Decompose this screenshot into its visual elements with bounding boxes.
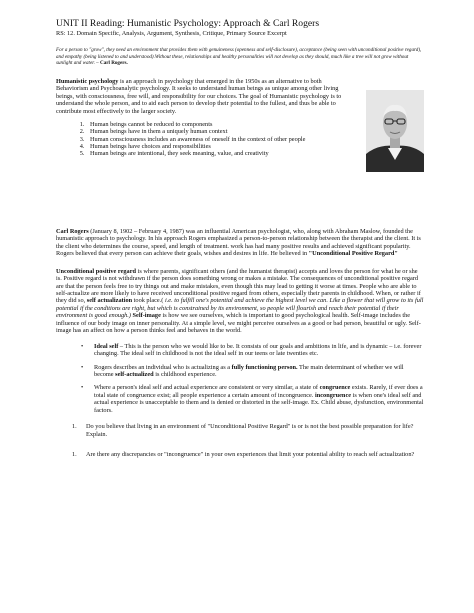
bullet-ideal-self [81, 342, 424, 358]
principle-item: 3. Human consciousness includes an awareness of oneself in the context of other people [86, 136, 356, 143]
question-item [72, 451, 424, 459]
bullet-icon: • [81, 363, 84, 371]
intro-section [56, 78, 424, 208]
ff-text-a: Rogers describes an individual who is actualizing as a [94, 363, 232, 371]
self-actualized-term: self-actualized [115, 371, 154, 379]
principle-item: 4. Human beings have choices and responsibilities [86, 143, 356, 150]
question-text: Do you believe that living in an environment of "Unconditional Positive Regard" is or is not the best possible preparation for life? Explain. [86, 423, 414, 438]
ff-text-c: is childhood experience. [153, 371, 217, 379]
principle-item: 5. Human beings are intentional, they seek meaning, value, and creativity [86, 150, 356, 157]
fully-functioning-term: fully functioning person. [231, 363, 298, 371]
incongruence-term: incongruence [315, 391, 352, 399]
rogers-name: Carl Rogers [56, 227, 89, 235]
ideal-self-term: Ideal self [94, 342, 119, 350]
rogers-paragraph [56, 228, 424, 258]
intro-text [56, 78, 424, 158]
principles-list [56, 121, 356, 157]
upr-paragraph [56, 268, 424, 335]
cong-text-b: exists. Rarely, if ever does a total state of congruence exist; all people experience a certain amount of incongruence. [94, 384, 423, 399]
cong-text-a: Where a person's ideal self and actual experience are consistent or very similar, a state of [94, 384, 320, 392]
intro-term: Humanistic psychology [56, 77, 119, 85]
concept-bullets [56, 343, 424, 415]
question-number: 1. [72, 423, 77, 431]
upr-body-2: took place.( [132, 297, 165, 305]
epigraph-quote: For a person to "grow", they need an environment that provides them with genuineness (openness and self-disclosure), acceptance (being seen with unconditional positive regard), and empathy (being listened to and understood).Without these, relationships and healthy personalities will not develop as they should, much like a tree will not grow without sunlight and water. – [56, 47, 422, 67]
principle-item: 1. Human beings cannot be reduced to components [86, 121, 356, 128]
upr-term: Unconditional positive regard [56, 267, 136, 275]
intro-paragraph [56, 78, 352, 115]
ideal-self-text: – This is the person who we would like to be. It consists of our goals and ambitions in life, and is dynamic – i.e. forever changing. The ideal self in childhood is not the ideal self in our teens or late twenties etc. [94, 342, 422, 358]
rogers-body: (January 8, 1902 – February 4, 1987) was an influential American psychologist, who, along with Abraham Maslow, founded the humanistic approach to psychology. In his approach Rogers emphasized a person-to-person relationship between the therapist and the client. It is the client who determines the course, speed, and length of treatment. work has had many positive results and achieved significant popularity. Rogers believed that every person can achieve their goals, wishes and desires in life. He believed in [56, 227, 421, 258]
questions-list [56, 423, 424, 458]
page-subtitle: RS: 12. Domain Specific, Analysis, Argument, Synthesis, Critique, Primary Source Excerpt [56, 30, 287, 37]
upr-body-1: is where parents, significant others (and the humanist therapist) accepts and loves the person for what he or she is. Positive regard is not withdrawn if the person does something wrong or makes a mistake. The consequences of unconditional positive regard are that the person feels free to try things out and make mistakes, even though this may lead to getting it worse at times. People who are able to self-actualize are more likely to have received unconditional positive regard from others, especially their parents in childhood. When, or rather if they did so, [56, 267, 421, 305]
question-text: Are there any discrepancies or "incongruence" in your own experiences that limit your potential ability to reach self actualization? [86, 451, 415, 459]
upr-body-3: is how we see ourselves, which is important to good psychological health. Self-image includes the influence of our body image on inner personality. At a simple level, we might perceive ourselves as a good or bad person, beautiful or ugly. Self-image has an affect on how a person thinks feel and behaves in the world. [56, 312, 421, 335]
bullet-congruence [81, 384, 424, 414]
intro-body: is an approach in psychology that emerged in the 1950s as an alternative to both Behaviorism and Psychoanalytic psychology. It seeks to understand human beings as unique among other living beings, with consciousness, free will, and responsibility for our choices. The goal of Humanistic psychology is to understand the whole person, and to aid each person to develop their potential to the fullest, and thus be able to contribute most effectively to the larger society. [56, 77, 342, 115]
upr-phrase: "Unconditional Positive Regard" [308, 250, 398, 258]
bullet-icon: • [81, 342, 84, 350]
cong-text-c: is when one's ideal self and actual experience is unacceptable to them and is denied or distorted in the self-image. Ex. Child abuse, dysfunction, environmental factors. [94, 391, 424, 414]
epigraph-author: Carl Rogers. [100, 60, 128, 67]
bullet-icon: • [81, 384, 84, 392]
epigraph [56, 47, 424, 67]
self-actualization-term: self actualization [86, 297, 133, 305]
ff-text-b: The main determinant of whether we will become [94, 363, 404, 379]
self-image-term: Self-image [132, 312, 161, 320]
question-item [72, 423, 424, 438]
document-page [56, 18, 424, 472]
congruence-term: congruence [319, 384, 351, 392]
page-title: UNIT II Reading: Humanistic Psychology: Approach & Carl Rogers [56, 18, 320, 29]
bullet-fully-functioning [81, 363, 424, 379]
upr-italic: i.e. to fulfill one's potential and achieve the highest level we can. Like a flower that will grow to its full potential if the conditions are right, but which is constrained by its environment, so people will flourish and reach their potential if their environment is good enough.) [56, 297, 424, 320]
question-number: 1. [72, 451, 77, 459]
principle-item: 2. Human beings have in them a uniquely human context [86, 128, 356, 135]
